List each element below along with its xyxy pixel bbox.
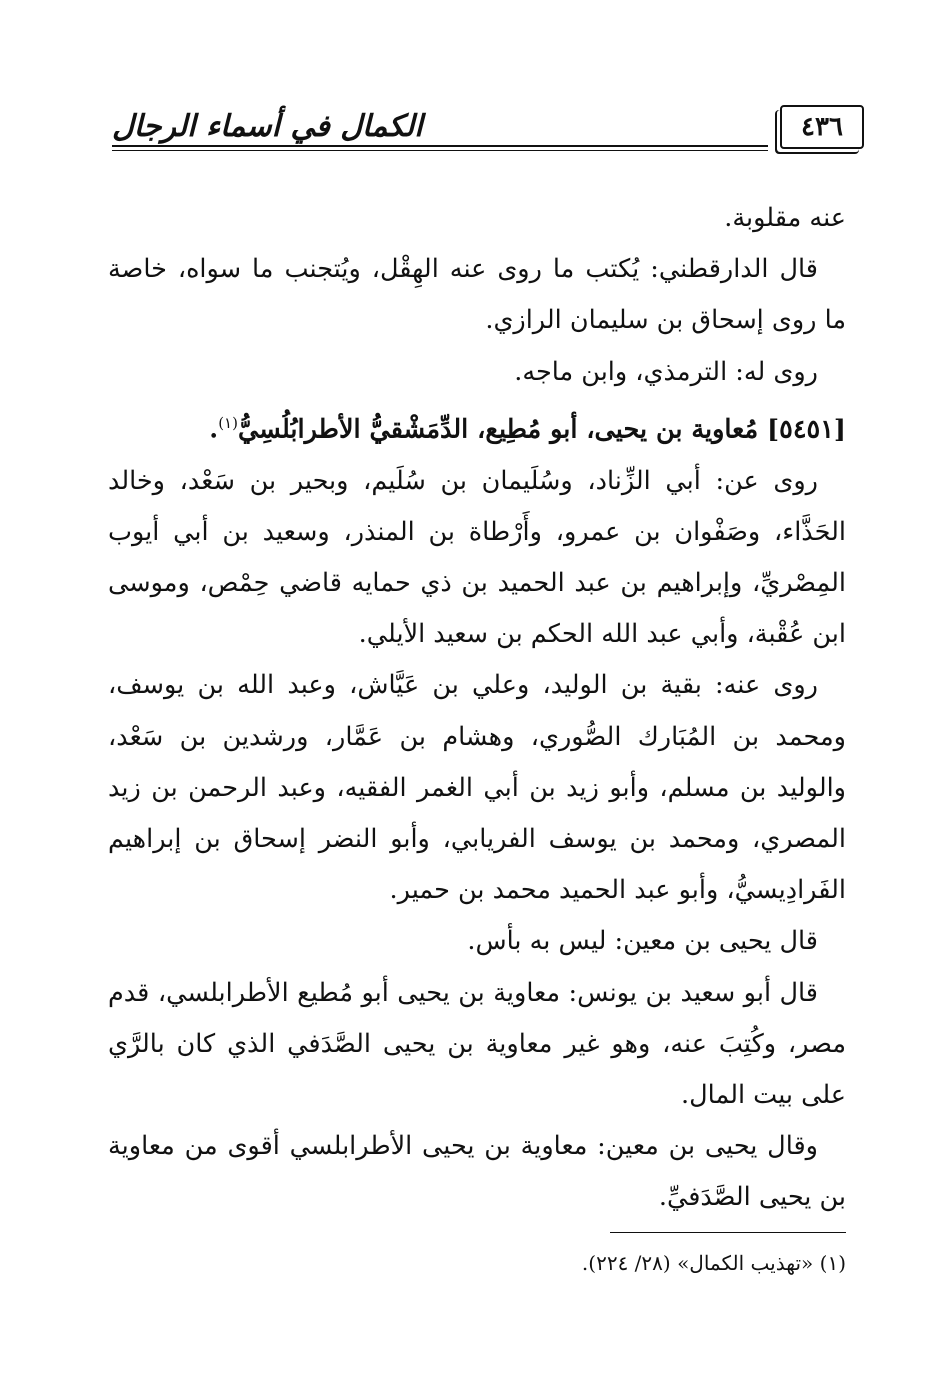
entry-heading (108, 398, 846, 456)
paragraph: روى عن: أبي الزِّناد، وسُلَيمان بن سُلَيم، وبحير بن سَعْد، وخالد الحَذَّاء، وصَفْوان بن عمرو، وأَرْطاة بن المنذر، وسعيد بن أبي أيوب المِصْريِّ، وإبراهيم بن عبد الحميد بن ذي حمايه قاضي حِمْص، وموسى ابن عُقْبة، وأبي عبد الله الحكم بن سعيد الأيلي. (108, 465, 846, 650)
paragraph: قال يحيى بن معين: ليس به بأس. (467, 926, 818, 957)
paragraph: عنه مقلوبة. (724, 203, 846, 233)
page-header (112, 105, 864, 155)
entry-name: مُعاوية بن يحيى، أبو مُطِيع، الدِّمَشْقيُّ الأطرابُلُسِيُّ (237, 414, 759, 445)
footnote-reference: (١) (218, 413, 238, 432)
page-number-box (780, 105, 864, 149)
footnote-separator (610, 1232, 846, 1233)
header-rule (112, 145, 768, 151)
paragraph: وقال يحيى بن معين: معاوية بن يحيى الأطرابلسي أقوى من معاوية بن يحيى الصَّدَفيِّ. (108, 1131, 846, 1213)
paragraph: قال الدارقطني: يُكتب ما روى عنه الهِقْل، ويُتجنب ما سواه، خاصة ما روى إسحاق بن سليمان الرازي. (108, 254, 846, 336)
page-number: ٤٣٦ (801, 112, 843, 142)
entry-end-mark: . (209, 414, 219, 445)
paragraph: روى له: الترمذي، وابن ماجه. (514, 356, 818, 387)
paragraph: قال أبو سعيد بن يونس: معاوية بن يحيى أبو مُطيع الأطرابلسي، قدم مصر، وكُتِبَ عنه، وهو غير معاوية بن يحيى الصَّدَفي الذي كان بالرَّي على بيت المال. (108, 977, 846, 1110)
page-body (108, 193, 846, 1224)
paragraph: روى عنه: بقية بن الوليد، وعلي بن عَيَّاش، وعبد الله بن يوسف، ومحمد بن المُبَارك الصُّوري، وهشام بن عَمَّار، ورشدين بن سَعْد، والوليد بن مسلم، وأبو زيد بن أبي الغمر الفقيه، وعبد الرحمن بن زيد المصري، ومحمد بن يوسف الفريابي، وأبو النضر إسحاق بن إبراهيم الفَرادِيسيُّ، وأبو عبد الحميد محمد بن حمير. (108, 670, 846, 906)
entry-number: [٥٤٥١] (767, 414, 846, 445)
footnote: (١) «تهذيب الكمال» (٢٨/ ٢٢٤). (581, 1251, 846, 1275)
book-title: الكمال في أسماء الرجال (112, 109, 423, 144)
